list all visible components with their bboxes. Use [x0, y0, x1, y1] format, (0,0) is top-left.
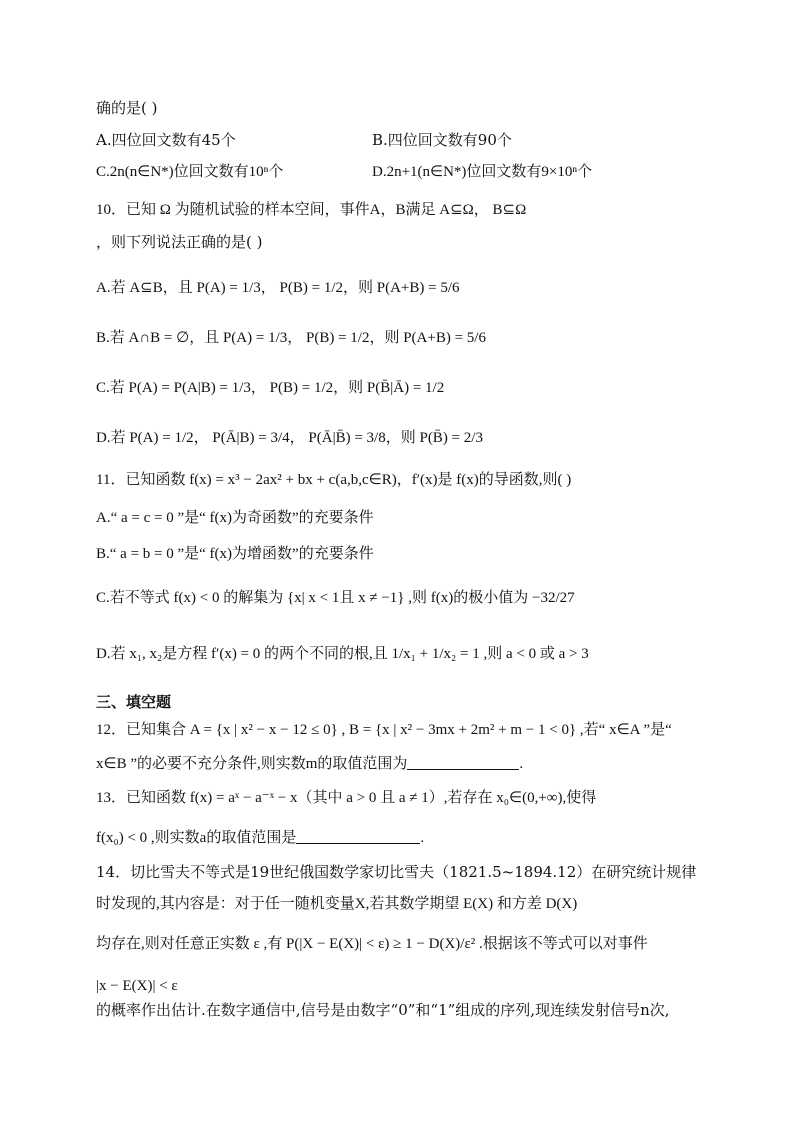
question-9-stem-end: 确的是( )	[96, 99, 158, 117]
option-10d: D.若 P(A) = 1/2， P(Ā|B) = 3/4， P(Ā|B̄) = 3/8，则 P(B̄) = 2/3	[96, 430, 483, 446]
section-heading-fill-in: 三、填空题	[96, 693, 172, 711]
question-12-text: x∈B ”的必要不充分条件,则实数m的取值范围为	[96, 756, 408, 772]
question-14-stem-cont-2: 均存在,则对任意正实数 ε ,有 P(|X − E(X)| < ε) ≥ 1 − D(X)/ε² .根据该不等式可以对事件	[96, 936, 648, 952]
question-10-stem-cont: ，则下列说法正确的是( )	[96, 233, 263, 251]
answer-blank-13[interactable]	[296, 829, 420, 844]
option-10b: B.若 A∩B = ∅，且 P(A) = 1/3， P(B) = 1/2，则 P(A+B) = 5/6	[96, 330, 486, 346]
question-13-stem-cont	[96, 828, 424, 848]
question-13-stem: 13．已知函数 f(x) = aˣ − a⁻ˣ − x（其中 a > 0 且 a ≠ 1）,若存在 x₀∈(0,+∞),使得	[96, 790, 597, 806]
option-10c: C.若 P(A) = P(A|B) = 1/3， P(B) = 1/2，则 P(B̄|Ā) = 1/2	[96, 380, 445, 396]
question-14-stem-cont-3: 的概率作出估计.在数字通信中,信号是由数字“0”和“1”组成的序列,现连续发射信号n次,	[96, 1001, 670, 1019]
option-9d: D.2n+1(n∈N*)位回文数有9×10ⁿ个	[372, 164, 593, 180]
question-12-stem-cont	[96, 754, 523, 774]
period: .	[420, 830, 425, 846]
period: .	[519, 756, 524, 772]
question-14-stem: 14．切比雪夫不等式是19世纪俄国数学家切比雪夫（1821.5~1894.12）在研究统计规律	[96, 863, 697, 881]
option-11a: A.“ a = c = 0 ”是“ f(x)为奇函数”的充要条件	[96, 510, 374, 526]
question-10-stem: 10．已知 Ω 为随机试验的样本空间，事件A，B满足 A⊆Ω， B⊆Ω	[96, 202, 527, 218]
option-11d: D.若 x₁, x₂是方程 f′(x) = 0 的两个不同的根,且 1/x₁ + 1/x₂ = 1 ,则 a < 0 或 a > 3	[96, 646, 589, 662]
answer-blank-12[interactable]	[407, 755, 519, 770]
option-11b: B.“ a = b = 0 ”是“ f(x)为增函数”的充要条件	[96, 546, 374, 562]
question-14-stem-cont-1: 时发现的,其内容是：对于任一随机变量X,若其数学期望 E(X) 和方差 D(X)	[96, 896, 578, 912]
option-9b: B.四位回文数有90个	[372, 131, 512, 149]
question-13-text: f(x₀) < 0 ,则实数a的取值范围是	[96, 830, 297, 846]
option-10a: A.若 A⊆B，且 P(A) = 1/3， P(B) = 1/2，则 P(A+B) = 5/6	[96, 280, 460, 296]
question-12-stem: 12．已知集合 A = {x | x² − x − 12 ≤ 0} , B = {x | x² − 3mx + 2m² + m − 1 < 0} ,若“ x∈A ”是“	[96, 722, 672, 738]
option-11c: C.若不等式 f(x) < 0 的解集为 {x| x < 1且 x ≠ −1} ,则 f(x)的极小值为 −32/27	[96, 590, 575, 606]
question-14-event: |x − E(X)| < ε	[96, 978, 178, 994]
question-11-stem: 11．已知函数 f(x) = x³ − 2ax² + bx + c(a,b,c∈R)，f′(x)是 f(x)的导函数,则( )	[96, 472, 572, 488]
option-9a: A.四位回文数有45个	[96, 131, 236, 149]
option-9c: C.2n(n∈N*)位回文数有10ⁿ个	[96, 164, 284, 180]
